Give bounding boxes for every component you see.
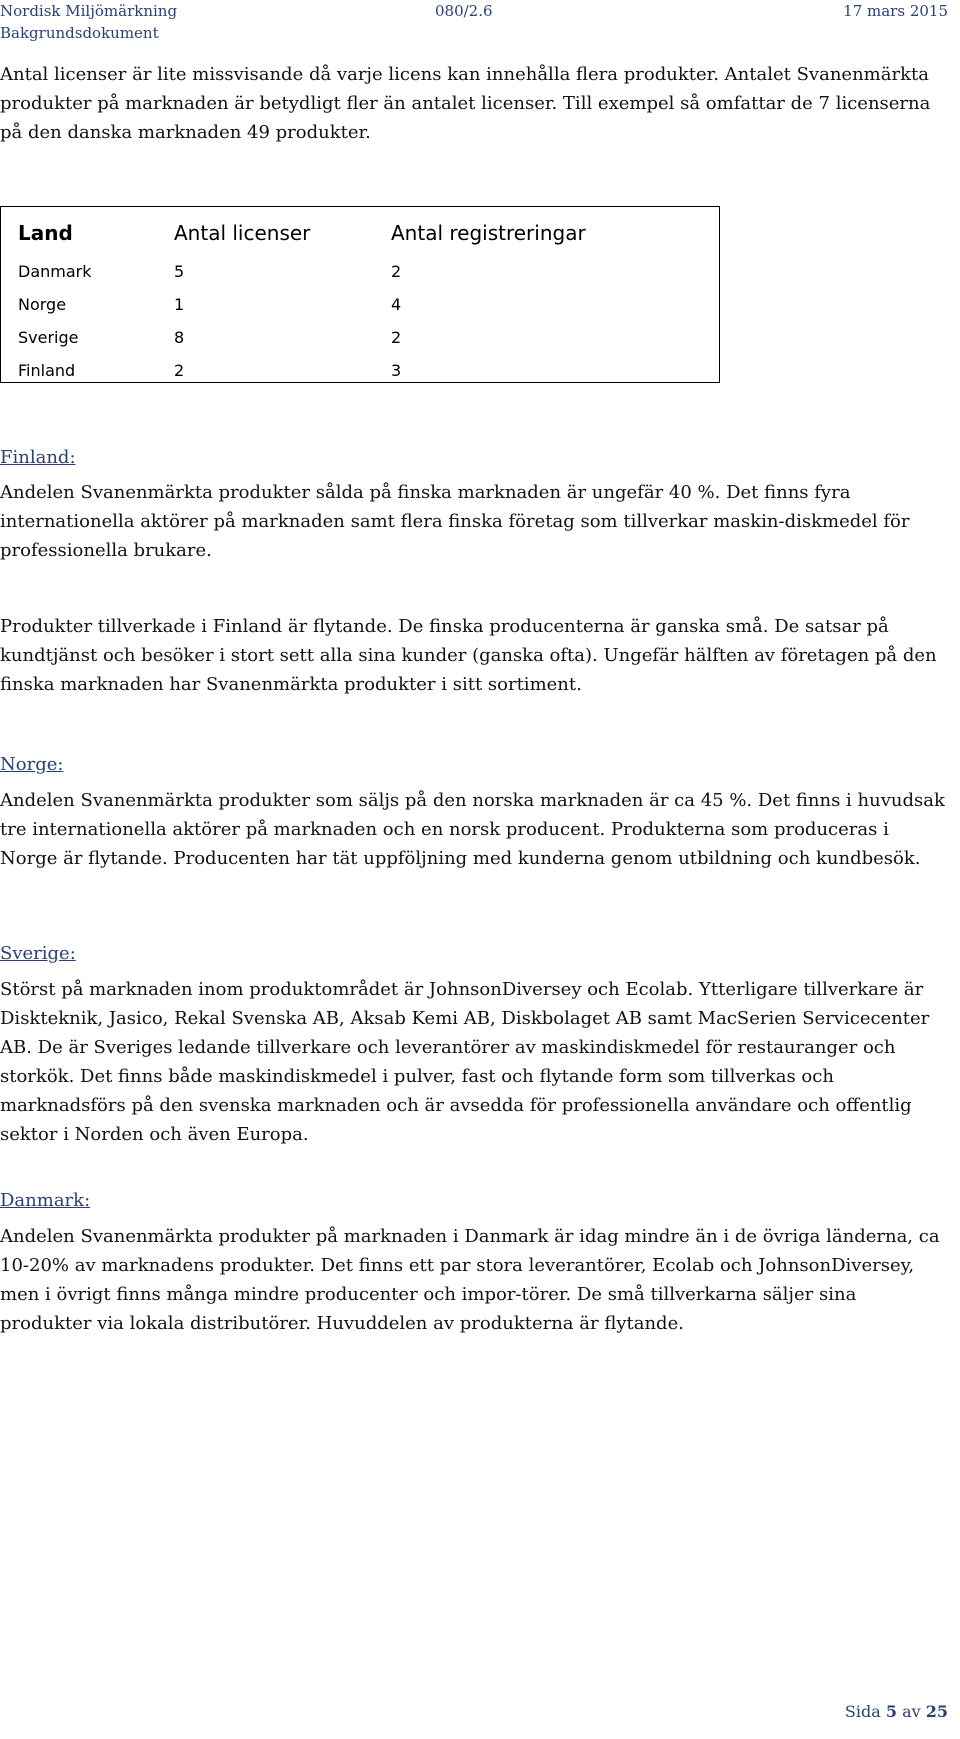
section-heading-danmark: Danmark: [0, 1190, 91, 1211]
danmark-paragraph: Andelen Svanenmärkta produkter på marknaden i Danmark är idag mindre än i de övriga länderna, ca 10-20% av marknadens produkter. Det finns ett par stora leverantörer, Ecolab och JohnsonDiversey, men i övrigt finns många mindre producenter och impor-törer. De små tillverkarna säljer sina produkter via lokala distributörer. Huvuddelen av produkterna är flytande. [0, 1226, 940, 1334]
footer-prefix: Sida [844, 1702, 881, 1721]
header-doc-number: 080/2.6 [435, 2, 493, 20]
table-cell: 2 [391, 328, 402, 347]
section-heading-sverige: Sverige: [0, 943, 76, 964]
table-cell: 5 [174, 262, 185, 281]
table-cell: 2 [174, 361, 185, 380]
table-cell: Norge [18, 295, 67, 314]
table-cell: Danmark [18, 262, 92, 281]
section-heading-norge: Norge: [0, 754, 64, 775]
footer-separator: av [902, 1702, 921, 1721]
table-header-cell: Antal registreringar [391, 221, 586, 245]
footer-total-pages: 25 [925, 1702, 948, 1721]
table-cell: 1 [174, 295, 185, 314]
table-cell: 3 [391, 361, 402, 380]
section-heading-finland: Finland: [0, 447, 76, 468]
header-organization: Nordisk Miljömärkning [0, 2, 178, 20]
page-footer [845, 1702, 948, 1721]
table-header-cell: Antal licenser [174, 221, 311, 245]
table-header-cell: Land [18, 221, 73, 245]
footer-current-page: 5 [885, 1702, 897, 1721]
header-doc-type: Bakgrundsdokument [0, 24, 159, 42]
table-cell: 2 [391, 262, 402, 281]
license-table [0, 206, 720, 383]
table-cell: Finland [18, 361, 76, 380]
sverige-paragraph: Störst på marknaden inom produktområdet är JohnsonDiversey och Ecolab. Ytterligare tillverkare är Diskteknik, Jasico, Rekal Svenska AB, Aksab Kemi AB, Diskbolaget AB samt MacSerien Servicecenter AB. De är Sveriges ledande tillverkare och leverantörer av maskindiskmedel för restauranger och storkök. Det finns både maskindiskmedel i pulver, fast och flytande form som tillverkas och marknadsförs på den svenska marknaden och är avsedda för professionella användare och offentlig sektor i Norden och även Europa. [0, 979, 930, 1145]
finland-paragraph-2: Produkter tillverkade i Finland är flytande. De finska producenterna är ganska små. De satsar på kundtjänst och besöker i stort sett alla sina kunder (ganska ofta). Ungefär hälften av företagen på den finska marknaden har Svanenmärkta produkter i sitt sortiment. [0, 616, 937, 695]
finland-paragraph-1: Andelen Svanenmärkta produkter sålda på finska marknaden är ungefär 40 %. Det finns fyra internationella aktörer på marknaden samt flera finska företag som tillverkar maskin-diskmedel för professionella brukare. [0, 482, 910, 561]
norge-paragraph: Andelen Svanenmärkta produkter som säljs på den norska marknaden är ca 45 %. Det finns i huvudsak tre internationella aktörer på marknaden och en norsk producent. Produkterna som produceras i Norge är flytande. Producenten har tät uppföljning med kunderna genom utbildning och kundbesök. [0, 790, 945, 869]
table-cell: Sverige [18, 328, 79, 347]
table-cell: 4 [391, 295, 402, 314]
intro-paragraph: Antal licenser är lite missvisande då varje licens kan innehålla flera produkter. Antalet Svanenmärkta produkter på marknaden är betydligt fler än antalet licenser. Till exempel så omfattar de 7 licenserna på den danska marknaden 49 produkter. [0, 64, 931, 143]
page-header [0, 2, 948, 22]
table-cell: 8 [174, 328, 185, 347]
header-date: 17 mars 2015 [843, 2, 948, 20]
